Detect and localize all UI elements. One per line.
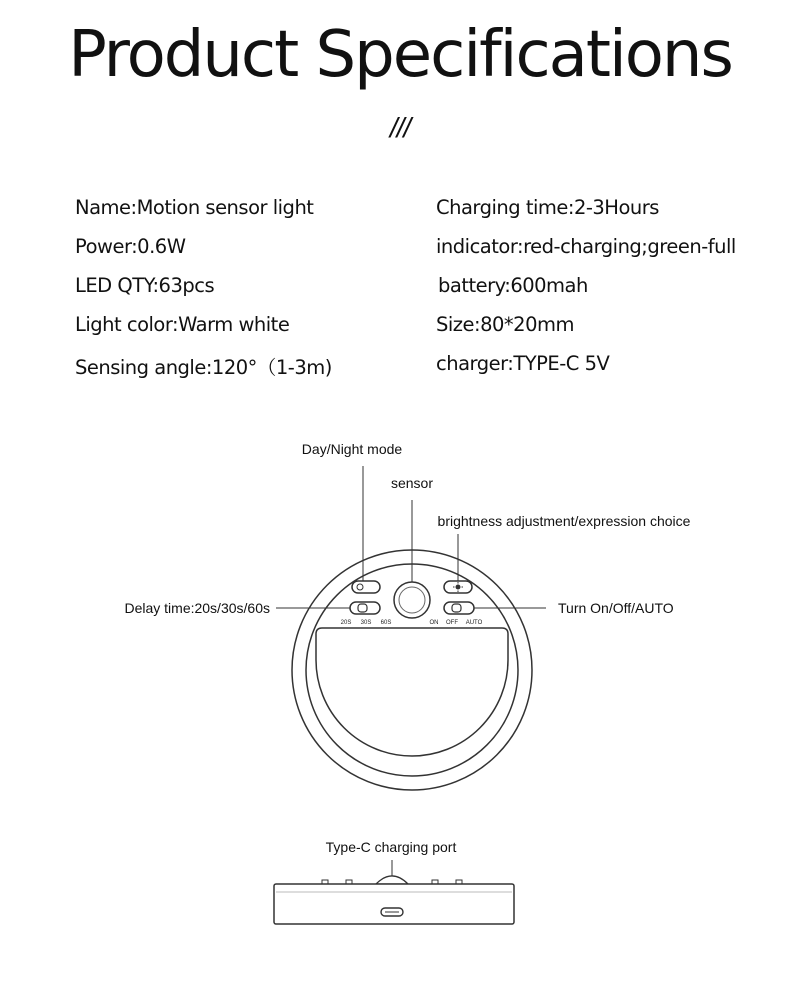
callout-turn: Turn On/Off/AUTO <box>558 600 674 616</box>
brightness-icon <box>456 585 461 590</box>
callout-type-c: Type-C charging port <box>325 839 457 855</box>
side-view-body <box>274 884 514 924</box>
delay-label-20s: 20S <box>340 620 352 626</box>
spec-battery: battery:600mah <box>438 274 588 297</box>
mode-switch-knob <box>452 604 461 612</box>
mode-label-off: OFF <box>446 620 458 626</box>
day-night-button <box>352 581 380 593</box>
callout-brightness: brightness adjustment/expression choice <box>437 513 691 529</box>
mode-label-auto: AUTO <box>465 620 483 626</box>
spec-size: Size:80*20mm <box>436 313 574 336</box>
callout-day-night: Day/Night mode <box>301 441 403 457</box>
spec-light-color: Light color:Warm white <box>75 313 290 336</box>
spec-led-qty: LED QTY:63pcs <box>75 274 215 297</box>
spec-charger: charger:TYPE-C 5V <box>436 352 610 375</box>
spec-power: Power:0.6W <box>75 235 186 258</box>
spec-charging-time: Charging time:2-3Hours <box>436 196 659 219</box>
spec-sensing-angle: Sensing angle:120°（1-3m) <box>75 356 332 379</box>
spec-name: Name:Motion sensor light <box>75 196 314 219</box>
delay-label-30s: 30S <box>360 620 372 626</box>
delay-label-60s: 60S <box>380 620 392 626</box>
callout-delay: Delay time:20s/30s/60s <box>124 600 270 616</box>
title-divider: /// <box>389 112 411 143</box>
spec-indicator: indicator:red-charging;green-full <box>436 235 736 258</box>
delay-switch-knob <box>358 604 367 612</box>
page-title: Product Specifications <box>68 18 732 92</box>
side-sensor-dome <box>376 876 408 884</box>
callout-sensor: sensor <box>390 475 434 491</box>
mode-label-on: ON <box>429 620 439 626</box>
